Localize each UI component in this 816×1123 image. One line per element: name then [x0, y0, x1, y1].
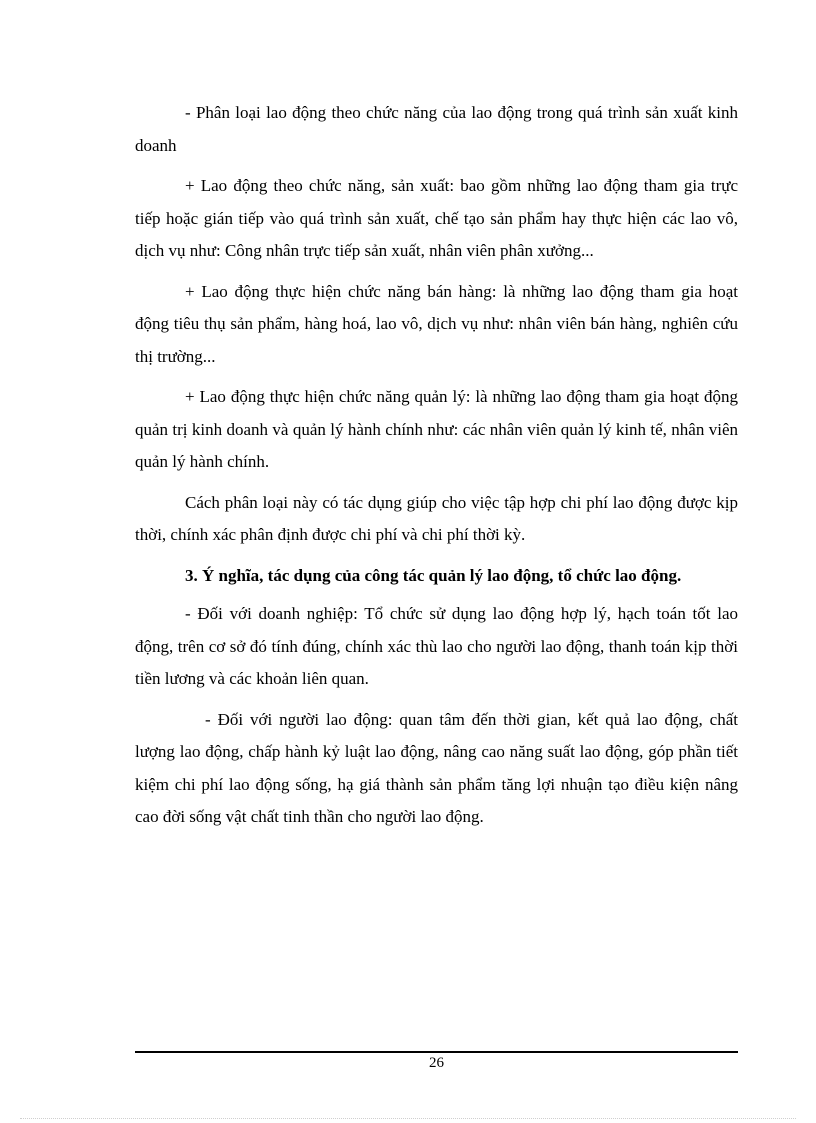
paragraph-for-enterprise: - Đối với doanh nghiệp: Tổ chức sử dụng lao động hợp lý, hạch toán tốt lao động, trên cơ sở đó tính đúng, chính xác thù lao cho người lao động, thanh toán kịp thời tiền lương và các khoản liên quan. [135, 604, 738, 688]
paragraph-production-labor: + Lao động theo chức năng, sản xuất: bao gồm những lao động tham gia trực tiếp hoặc gián tiếp vào quá trình sản xuất, chế tạo sản phẩm hay thực hiện các lao vô, dịch vụ như: Công nhân trực tiếp sản xuất, nhân viên phân xưởng... [135, 176, 738, 260]
page-number: 26 [429, 1055, 444, 1071]
page-edge-dotted-line [20, 1118, 796, 1119]
paragraph-management-labor: + Lao động thực hiện chức năng quản lý: là những lao động tham gia hoạt động quản trị kinh doanh và quản lý hành chính như: các nhân viên quản lý kinh tế, nhân viên quản lý hành chính. [135, 387, 738, 471]
section-heading: 3. Ý nghĩa, tác dụng của công tác quản lý lao động, tổ chức lao động. [185, 565, 682, 585]
paragraph-for-worker: - Đối với người lao động: quan tâm đến thời gian, kết quả lao động, chất lượng lao động, chấp hành kỷ luật lao động, nâng cao năng suất lao động, góp phần tiết kiệm chi phí lao động sống, hạ giá thành sản phẩm tăng lợi nhuận tạo điều kiện nâng cao đời sống vật chất tinh thần cho người lao động. [135, 709, 738, 826]
paragraph-labor-classification: - Phân loại lao động theo chức năng của lao động trong quá trình sản xuất kinh doanh [135, 103, 738, 155]
footer-rule [135, 1051, 738, 1053]
paragraph-sales-labor: + Lao động thực hiện chức năng bán hàng: là những lao động tham gia hoạt động tiêu thụ sản phẩm, hàng hoá, lao vô, dịch vụ như: nhân viên bán hàng, nghiên cứu thị trường... [135, 281, 738, 366]
paragraph-classification-purpose: Cách phân loại này có tác dụng giúp cho việc tập hợp chi phí lao động được kịp thời, chính xác phân định được chi phí và chi phí thời kỳ. [135, 492, 738, 544]
page-body [135, 97, 738, 842]
